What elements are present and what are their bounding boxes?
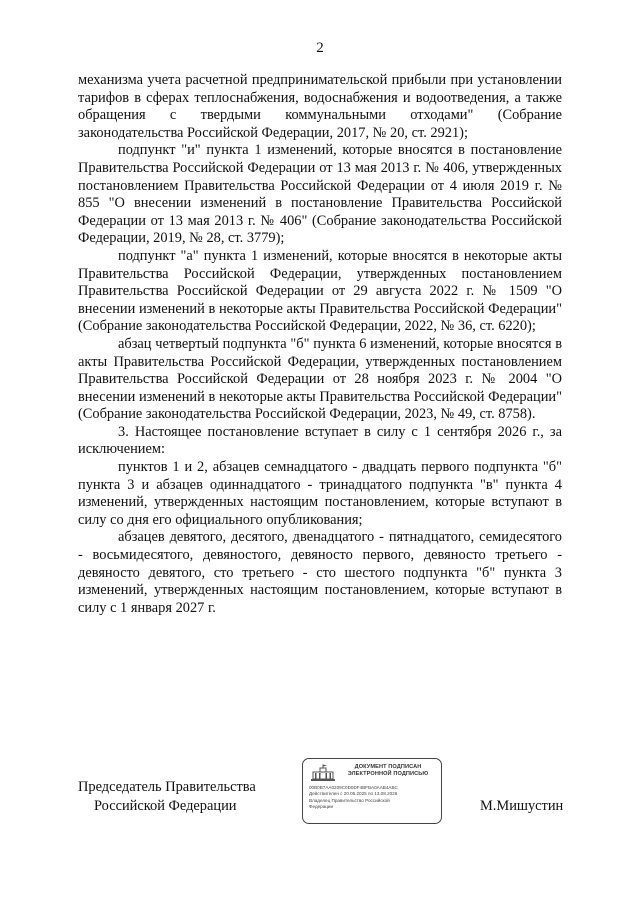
government-building-icon bbox=[309, 764, 337, 782]
paragraph-2: подпункт "и" пункта 1 изменений, которые вносятся в постановление Правительства Российской Федерации от 13 мая 2013 г. № 406, утвержденных постановлением Правительства Российской Федерации от 4 июля 2019 г. № 855 "О внесении изменений в постановление Правительства Российской Федерации от 13 мая 2013 г. № 406" (Собрание законодательства Российской Федерации, 2019, № 28, ст. 3779); bbox=[78, 142, 562, 247]
paragraph-3: подпункт "а" пункта 1 изменений, которые вносятся в некоторые акты Правительства Российской Федерации, утвержденных постановлением Правительства Российской Федерации от 29 августа 2022 г. № 1509 "О внесении изменений в некоторые акты Правительства Российской Федерации" (Собрание законодательства Российской Федерации, 2022, № 36, ст. 6220); bbox=[78, 247, 562, 335]
page-number: 2 bbox=[316, 40, 324, 56]
stamp-details bbox=[309, 785, 437, 811]
stamp-owner-line1: Владелец Правительство Российской bbox=[309, 797, 390, 803]
signatory-position bbox=[78, 778, 256, 816]
signatory-position-line2: Российской Федерации bbox=[94, 798, 237, 814]
paragraph-4: абзац четвертый подпункта "б" пункта 6 изменений, которые вносятся в акты Правительства Российской Федерации, утвержденных постановлением Правительства Российской Федерации от 28 ноября 2023 г. № 2004 "О внесении изменений в некоторые акты Правительства Российской Федерации" (Собрание законодательства Российской Федерации, 2023, № 49, ст. 8758). bbox=[78, 335, 562, 423]
stamp-owner-line2: Федерации bbox=[309, 804, 334, 810]
signatory-position-line1: Председатель Правительства bbox=[78, 779, 256, 795]
stamp-title-line1: ДОКУМЕНТ ПОДПИСАН bbox=[354, 764, 422, 770]
paragraph-6: пунктов 1 и 2, абзацев семнадцатого - двадцать первого подпункта "б" пункта 3 и абзацев одиннадцатого - тринадцатого подпункта "в" пункта 4 изменений, утвержденных настоящим постановлением, которые вступают в силу со дня его официального опубликования; bbox=[78, 459, 562, 528]
paragraph-1: механизма учета расчетной предпринимательской прибыли при установлении тарифов в сферах теплоснабжения, водоснабжения и водоотведения, а также обращения с твердыми коммунальными отходами" (Собрание законодательства Российской Федерации, 2017, № 20, ст. 2921); bbox=[78, 72, 562, 141]
signatory-name: М.Мишустин bbox=[480, 798, 564, 814]
paragraph-7: абзацев девятого, десятого, двенадцатого - пятнадцатого, семидесятого - восьмидесятого, девяностого, девяносто первого, девяносто третьего - девяносто девятого, сто третьего - сто шестого подпункта "б" пункта 3 изменений, утвержденных настоящим постановлением, которые вступают в силу с 1 января 2027 г. bbox=[78, 529, 562, 616]
stamp-title bbox=[339, 764, 437, 778]
stamp-title-line2: ЭЛЕКТРОННОЙ ПОДПИСЬЮ bbox=[347, 771, 429, 777]
electronic-signature-stamp bbox=[302, 758, 442, 824]
stamp-certificate: 00B0B7AA0209C0D0DF4BFBA0AAB4ABC bbox=[309, 785, 398, 790]
paragraph-5: 3. Настоящее постановление вступает в силу с 1 сентября 2026 г., за исключением: bbox=[78, 423, 562, 458]
document-body bbox=[78, 72, 562, 617]
stamp-validity: Действителен с 20.05.2025 по 13.08.2026 bbox=[309, 791, 398, 797]
